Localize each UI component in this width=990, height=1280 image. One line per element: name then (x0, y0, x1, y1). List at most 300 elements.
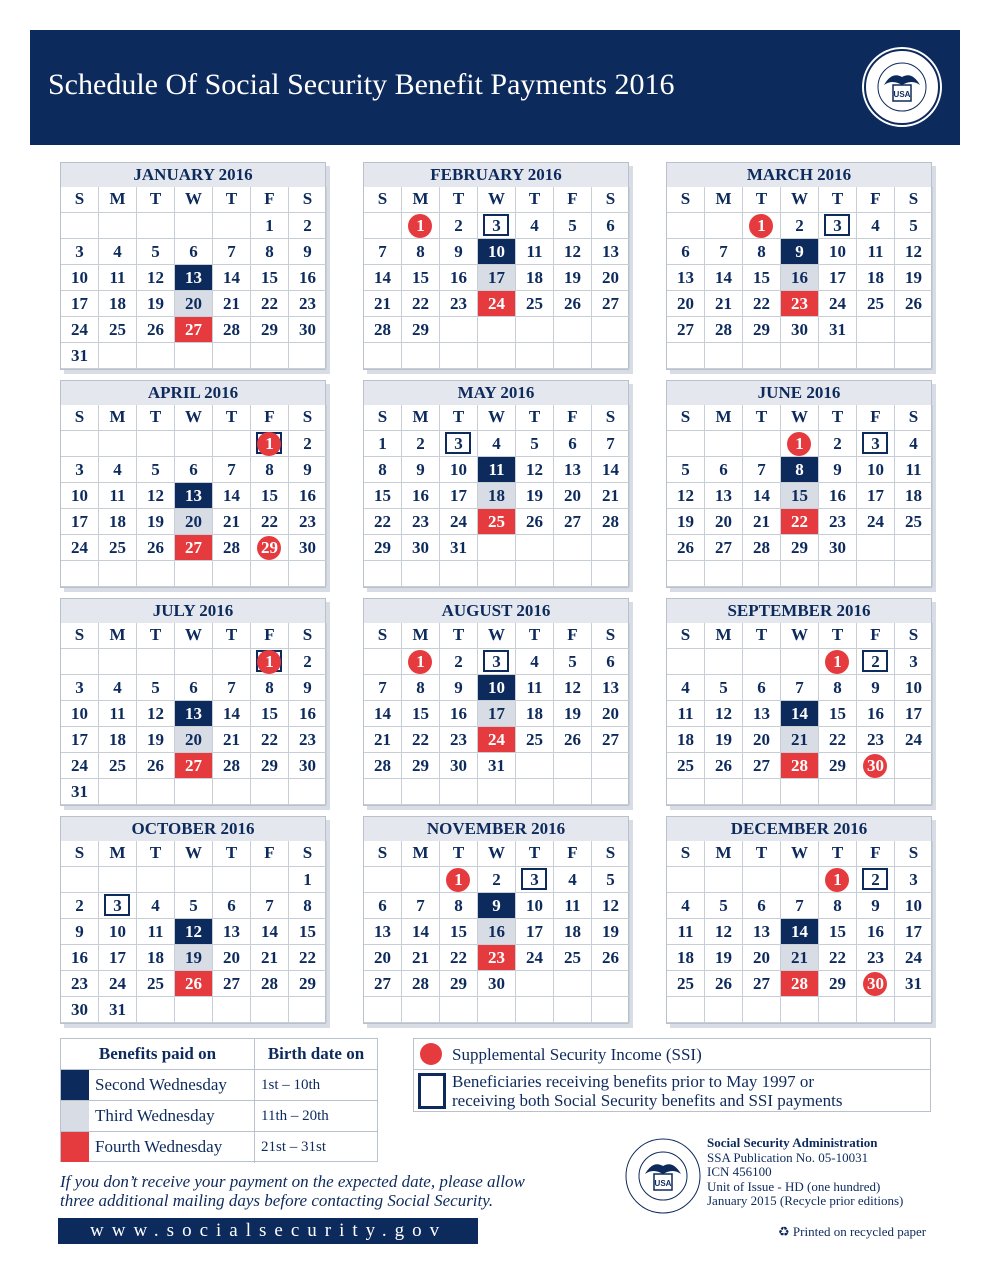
day-number: 16 (829, 486, 846, 505)
day-number: 22 (829, 948, 846, 967)
day-number: 18 (905, 486, 922, 505)
day-number: 10 (905, 896, 922, 915)
day-number: 5 (151, 678, 160, 697)
day-number: 18 (109, 730, 126, 749)
empty-day-cell (857, 535, 895, 561)
empty-day-cell (137, 431, 175, 457)
seal-usa-text: USA (893, 90, 911, 99)
day-number: 2 (871, 870, 880, 889)
day-number: 18 (147, 948, 164, 967)
day-cell (440, 213, 478, 239)
day-number: 3 (492, 216, 501, 235)
day-number: 21 (791, 948, 808, 967)
empty-day-cell (137, 213, 175, 239)
ssi-legend-text: Supplemental Security Income (SSI) (452, 1045, 702, 1064)
day-number: 10 (71, 486, 88, 505)
legend-row-second-wednesday (61, 1069, 377, 1100)
day-cell (781, 675, 819, 701)
day-cell (402, 483, 440, 509)
empty-day-cell (857, 317, 895, 343)
calendar-body (60, 598, 326, 806)
day-cell (440, 483, 478, 509)
day-cell (289, 867, 327, 893)
day-cell (478, 753, 516, 779)
day-number: 21 (374, 294, 391, 313)
empty-day-cell (478, 779, 516, 805)
day-cell (819, 919, 857, 945)
day-cell (440, 727, 478, 753)
day-cell (781, 317, 819, 343)
day-number: 17 (905, 922, 922, 941)
empty-day-cell (592, 343, 630, 369)
day-cell (819, 753, 857, 779)
day-cell (402, 675, 440, 701)
day-cell (592, 457, 630, 483)
weekday-label: T (213, 623, 251, 649)
day-number: 7 (378, 242, 387, 261)
day-number: 22 (791, 512, 808, 531)
day-cell (289, 919, 327, 945)
day-cell (251, 701, 289, 727)
day-cell (895, 893, 933, 919)
weekday-label: S (61, 187, 99, 213)
page-header (30, 30, 960, 145)
day-cell (402, 893, 440, 919)
day-number: 14 (223, 486, 240, 505)
day-cell (137, 265, 175, 291)
day-cell (440, 701, 478, 727)
empty-day-cell (667, 867, 705, 893)
day-number: 7 (795, 678, 804, 697)
day-cell (819, 649, 857, 675)
navy-swatch (61, 1070, 89, 1100)
day-number: 15 (412, 268, 429, 287)
empty-day-cell (781, 649, 819, 675)
day-number: 28 (715, 320, 732, 339)
day-cell (667, 919, 705, 945)
empty-day-cell (175, 779, 213, 805)
day-cell (61, 239, 99, 265)
day-number: 2 (833, 434, 842, 453)
day-number: 23 (450, 730, 467, 749)
day-cell (667, 239, 705, 265)
day-cell (364, 509, 402, 535)
day-cell (857, 945, 895, 971)
day-cell (251, 535, 289, 561)
day-number: 6 (189, 678, 198, 697)
calendar-body (363, 816, 629, 1024)
day-number: 14 (223, 268, 240, 287)
month-title: JULY 2016 (61, 599, 325, 623)
day-cell (364, 919, 402, 945)
day-number: 24 (488, 294, 505, 313)
day-number: 30 (450, 756, 467, 775)
month-calendar (363, 816, 629, 1024)
day-number: 13 (602, 242, 619, 261)
day-cell (743, 945, 781, 971)
day-number: 12 (147, 704, 164, 723)
weekday-label: M (99, 405, 137, 431)
day-number: 4 (568, 870, 577, 889)
day-number: 16 (299, 268, 316, 287)
day-number: 13 (753, 922, 770, 941)
day-cell (516, 509, 554, 535)
day-cell (440, 675, 478, 701)
day-cell (61, 291, 99, 317)
red-swatch (61, 1132, 89, 1162)
day-number: 12 (905, 242, 922, 261)
day-number: 29 (450, 974, 467, 993)
day-cell (213, 945, 251, 971)
day-cell (819, 213, 857, 239)
day-cell (857, 867, 895, 893)
weekday-label: T (819, 187, 857, 213)
day-number: 23 (299, 294, 316, 313)
day-cell (705, 727, 743, 753)
ssa-seal-icon (862, 47, 942, 127)
day-number: 9 (303, 460, 312, 479)
day-cell (895, 291, 933, 317)
weekday-label: W (175, 405, 213, 431)
day-number: 25 (677, 974, 694, 993)
day-number: 1 (378, 434, 387, 453)
day-number: 31 (905, 974, 922, 993)
day-number: 28 (223, 538, 240, 557)
day-number: 4 (530, 652, 539, 671)
empty-day-cell (554, 561, 592, 587)
empty-day-cell (364, 649, 402, 675)
weekday-label: M (402, 405, 440, 431)
day-number: 10 (488, 678, 505, 697)
month-title: DECEMBER 2016 (667, 817, 931, 841)
day-number: 2 (75, 896, 84, 915)
day-number: 26 (185, 974, 202, 993)
day-number: 3 (871, 434, 880, 453)
day-number: 24 (71, 756, 88, 775)
empty-day-cell (516, 343, 554, 369)
day-cell (667, 727, 705, 753)
day-cell (99, 265, 137, 291)
day-number: 17 (829, 268, 846, 287)
day-cell (99, 535, 137, 561)
day-cell (667, 893, 705, 919)
day-number: 12 (526, 460, 543, 479)
calendar-body (363, 380, 629, 588)
day-cell (364, 291, 402, 317)
weekday-label: T (743, 405, 781, 431)
empty-day-cell (781, 997, 819, 1023)
day-cell (251, 971, 289, 997)
day-number: 27 (715, 538, 732, 557)
day-number: 21 (753, 512, 770, 531)
empty-day-cell (667, 997, 705, 1023)
empty-day-cell (251, 343, 289, 369)
day-cell (440, 945, 478, 971)
day-cell (554, 265, 592, 291)
day-number: 24 (109, 974, 126, 993)
legend-row-third-wednesday (61, 1100, 377, 1131)
weekday-label: M (99, 841, 137, 867)
weekday-label: T (819, 841, 857, 867)
day-cell (592, 893, 630, 919)
day-number: 12 (147, 268, 164, 287)
day-cell (99, 291, 137, 317)
weekday-label: F (251, 187, 289, 213)
day-number: 1 (416, 216, 425, 235)
legend-label: Second Wednesday (95, 1075, 227, 1094)
day-cell (251, 945, 289, 971)
empty-day-cell (213, 867, 251, 893)
legend-row-fourth-wednesday (61, 1131, 377, 1162)
calendar-body (666, 380, 932, 588)
day-cell (667, 971, 705, 997)
day-cell (743, 265, 781, 291)
day-cell (592, 239, 630, 265)
day-number: 1 (265, 652, 274, 671)
day-number: 4 (909, 434, 918, 453)
day-cell (213, 509, 251, 535)
empty-day-cell (705, 649, 743, 675)
weekday-label: S (592, 405, 630, 431)
day-number: 5 (909, 216, 918, 235)
day-number: 11 (147, 922, 164, 941)
weekday-label: F (857, 405, 895, 431)
day-cell (175, 239, 213, 265)
empty-day-cell (516, 779, 554, 805)
day-number: 27 (602, 730, 619, 749)
empty-day-cell (554, 317, 592, 343)
day-number: 4 (492, 434, 501, 453)
day-cell (516, 291, 554, 317)
empty-day-cell (857, 779, 895, 805)
day-number: 2 (795, 216, 804, 235)
day-cell (99, 509, 137, 535)
day-number: 30 (299, 538, 316, 557)
day-cell (289, 457, 327, 483)
day-cell (895, 701, 933, 727)
day-cell (592, 727, 630, 753)
day-number: 27 (374, 974, 391, 993)
calendar-body (666, 816, 932, 1024)
empty-day-cell (554, 779, 592, 805)
day-cell (478, 509, 516, 535)
day-number: 21 (261, 948, 278, 967)
empty-day-cell (364, 997, 402, 1023)
weekday-label: T (213, 841, 251, 867)
empty-day-cell (289, 343, 327, 369)
day-number: 10 (905, 678, 922, 697)
empty-day-cell (137, 649, 175, 675)
empty-day-cell (857, 561, 895, 587)
day-cell (516, 431, 554, 457)
day-cell (364, 317, 402, 343)
empty-day-cell (781, 779, 819, 805)
month-calendar (666, 598, 932, 806)
empty-day-cell (592, 997, 630, 1023)
day-cell (592, 265, 630, 291)
birth-date-on-header: Birth date on (267, 1044, 365, 1063)
day-number: 12 (677, 486, 694, 505)
day-cell (516, 945, 554, 971)
empty-day-cell (402, 997, 440, 1023)
day-number: 20 (753, 730, 770, 749)
day-cell (705, 457, 743, 483)
empty-day-cell (554, 343, 592, 369)
empty-day-cell (705, 867, 743, 893)
weekday-label: S (895, 623, 933, 649)
day-number: 23 (488, 948, 505, 967)
day-cell (781, 753, 819, 779)
day-cell (402, 317, 440, 343)
weekday-label: S (364, 841, 402, 867)
day-cell (364, 945, 402, 971)
day-number: 29 (829, 756, 846, 775)
day-cell (516, 675, 554, 701)
day-cell (478, 971, 516, 997)
day-cell (554, 457, 592, 483)
note-line2: three additional mailing days before contacting Social Security. (60, 1191, 494, 1210)
day-number: 30 (299, 320, 316, 339)
day-number: 25 (677, 756, 694, 775)
empty-day-cell (592, 535, 630, 561)
website-link[interactable]: www.socialsecurity.gov (58, 1218, 478, 1244)
day-number: 2 (303, 652, 312, 671)
day-number: 17 (71, 730, 88, 749)
day-cell (99, 971, 137, 997)
day-cell (99, 919, 137, 945)
note-line1: If you don’t receive your payment on the expected date, please allow (60, 1172, 525, 1191)
day-number: 19 (602, 922, 619, 941)
day-cell (743, 675, 781, 701)
day-cell (857, 701, 895, 727)
day-cell (213, 535, 251, 561)
day-number: 28 (261, 974, 278, 993)
empty-day-cell (743, 997, 781, 1023)
empty-day-cell (478, 343, 516, 369)
day-number: 29 (261, 320, 278, 339)
day-cell (857, 753, 895, 779)
seal-usa-text: USA (654, 1179, 672, 1188)
day-number: 5 (606, 870, 615, 889)
empty-day-cell (819, 997, 857, 1023)
recycled-text: Printed on recycled paper (792, 1224, 927, 1239)
day-number: 9 (492, 896, 501, 915)
day-number: 28 (374, 756, 391, 775)
day-cell (251, 893, 289, 919)
month-calendar (60, 598, 326, 806)
day-cell (478, 649, 516, 675)
weekday-label: T (440, 623, 478, 649)
day-cell (705, 535, 743, 561)
day-number: 1 (833, 870, 842, 889)
weekday-label: S (289, 187, 327, 213)
day-number: 3 (530, 870, 539, 889)
day-number: 21 (374, 730, 391, 749)
day-number: 23 (450, 294, 467, 313)
day-number: 9 (871, 678, 880, 697)
day-number: 23 (71, 974, 88, 993)
day-number: 24 (488, 730, 505, 749)
day-cell (781, 945, 819, 971)
weekday-label: W (781, 405, 819, 431)
day-number: 8 (265, 678, 274, 697)
day-cell (175, 893, 213, 919)
day-number: 27 (185, 320, 202, 339)
empty-day-cell (667, 431, 705, 457)
day-cell (402, 457, 440, 483)
day-number: 3 (75, 460, 84, 479)
day-cell (895, 727, 933, 753)
day-cell (819, 535, 857, 561)
day-number: 9 (75, 922, 84, 941)
empty-day-cell (478, 997, 516, 1023)
empty-day-cell (440, 343, 478, 369)
day-number: 14 (715, 268, 732, 287)
weekday-label: T (819, 405, 857, 431)
day-cell (895, 649, 933, 675)
day-cell (781, 291, 819, 317)
day-cell (251, 457, 289, 483)
day-cell (175, 509, 213, 535)
day-number: 16 (450, 268, 467, 287)
empty-day-cell (61, 213, 99, 239)
day-number: 20 (602, 704, 619, 723)
day-cell (289, 701, 327, 727)
day-number: 25 (147, 974, 164, 993)
day-cell (251, 919, 289, 945)
day-cell (895, 213, 933, 239)
day-number: 22 (753, 294, 770, 313)
day-number: 26 (564, 294, 581, 313)
day-number: 19 (147, 730, 164, 749)
day-cell (99, 727, 137, 753)
month-title: SEPTEMBER 2016 (667, 599, 931, 623)
day-cell (251, 509, 289, 535)
day-cell (440, 649, 478, 675)
day-number: 15 (374, 486, 391, 505)
day-cell (61, 753, 99, 779)
weekday-label: T (819, 623, 857, 649)
month-calendar (666, 162, 932, 370)
day-number: 21 (602, 486, 619, 505)
weekday-label: W (781, 187, 819, 213)
day-number: 24 (526, 948, 543, 967)
day-number: 1 (416, 652, 425, 671)
empty-day-cell (592, 317, 630, 343)
weekday-label: T (743, 187, 781, 213)
empty-day-cell (819, 343, 857, 369)
day-cell (857, 213, 895, 239)
day-number: 13 (564, 460, 581, 479)
day-number: 7 (378, 678, 387, 697)
day-number: 5 (719, 678, 728, 697)
weekday-label: T (440, 405, 478, 431)
day-cell (175, 675, 213, 701)
day-cell (743, 727, 781, 753)
day-number: 14 (412, 922, 429, 941)
day-number: 24 (450, 512, 467, 531)
day-number: 11 (677, 922, 694, 941)
day-cell (705, 945, 743, 971)
day-number: 27 (564, 512, 581, 531)
day-cell (440, 431, 478, 457)
day-number: 9 (454, 678, 463, 697)
gray-swatch (61, 1101, 89, 1131)
month-calendar (666, 816, 932, 1024)
day-cell (478, 945, 516, 971)
day-cell (440, 239, 478, 265)
empty-day-cell (554, 997, 592, 1023)
